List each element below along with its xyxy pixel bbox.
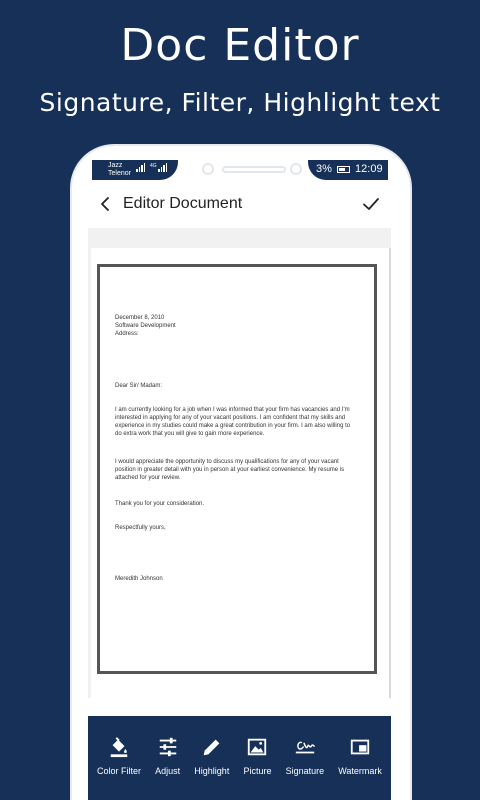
carrier-2: Telenor — [108, 170, 131, 177]
paint-bucket-icon — [108, 736, 130, 758]
clock: 12:09 — [355, 163, 383, 175]
color-filter-button[interactable] — [97, 716, 141, 800]
letter-signature-name: Meredith Johnson — [115, 576, 163, 582]
letter-closing: Respectfully yours, — [115, 525, 166, 531]
sliders-icon — [157, 736, 179, 758]
signature-label: Signature — [285, 766, 325, 776]
status-bar-right — [308, 160, 388, 180]
arrow-back-icon[interactable] — [90, 180, 120, 228]
letter-paragraph-2: I would appreciate the opportunity to discuss my qualifications for any of your vacant position in greater detail with you in person at your earliest convenience. My resume is attached for your review. — [115, 459, 345, 481]
watermark-button[interactable] — [338, 716, 382, 800]
signal-icon-2 — [158, 163, 168, 172]
network-type: 4G — [150, 163, 157, 169]
app-screen — [88, 180, 391, 800]
letter-address: Address: — [115, 331, 139, 337]
earpiece-speaker — [222, 166, 286, 173]
letter-paragraph-1: I am currently looking for a job when I was informed that your firm has vacancies and I'm interested in applying for any of your vacant positions. I am confident that my skills and experience in my studies could make a great contribution in your firm. I am also willing to do extra work that you will give to gain more experience. — [115, 407, 351, 437]
signature-icon — [294, 736, 316, 758]
letter-department: Software Development — [115, 323, 176, 329]
letter-thanks: Thank you for your consideration. — [115, 501, 205, 507]
watermark-label: Watermark — [338, 766, 382, 776]
picture-button[interactable] — [243, 716, 271, 800]
color-filter-label: Color Filter — [97, 766, 142, 776]
front-camera-icon — [290, 163, 302, 175]
bottom-toolbar — [88, 716, 391, 800]
picture-label: Picture — [243, 766, 272, 776]
status-bar-left — [92, 160, 178, 180]
carrier-1: Jazz — [108, 162, 123, 169]
pencil-icon — [201, 736, 223, 758]
highlight-button[interactable] — [194, 716, 229, 800]
letter-date: December 8, 2010 — [115, 315, 165, 321]
watermark-icon — [349, 736, 371, 758]
adjust-button[interactable] — [155, 716, 180, 800]
battery-percent: 3% — [316, 163, 332, 175]
canvas-footer — [88, 698, 391, 716]
battery-icon — [337, 166, 350, 173]
page-title: Editor Document — [123, 195, 243, 212]
document-page[interactable] — [91, 248, 391, 698]
letter-salutation: Dear Sir/ Madam: — [115, 383, 163, 389]
adjust-label: Adjust — [155, 766, 181, 776]
promo-title: Doc Editor — [120, 20, 360, 71]
highlight-label: Highlight — [194, 766, 230, 776]
signal-icon — [136, 163, 146, 172]
document-canvas[interactable] — [88, 228, 391, 698]
check-icon[interactable] — [351, 180, 391, 228]
promo-subtitle: Signature, Filter, Highlight text — [39, 88, 441, 117]
app-bar — [88, 180, 391, 228]
image-icon — [246, 736, 268, 758]
signature-button[interactable] — [286, 716, 325, 800]
letter-header — [115, 314, 355, 338]
front-sensor-icon — [202, 163, 214, 175]
